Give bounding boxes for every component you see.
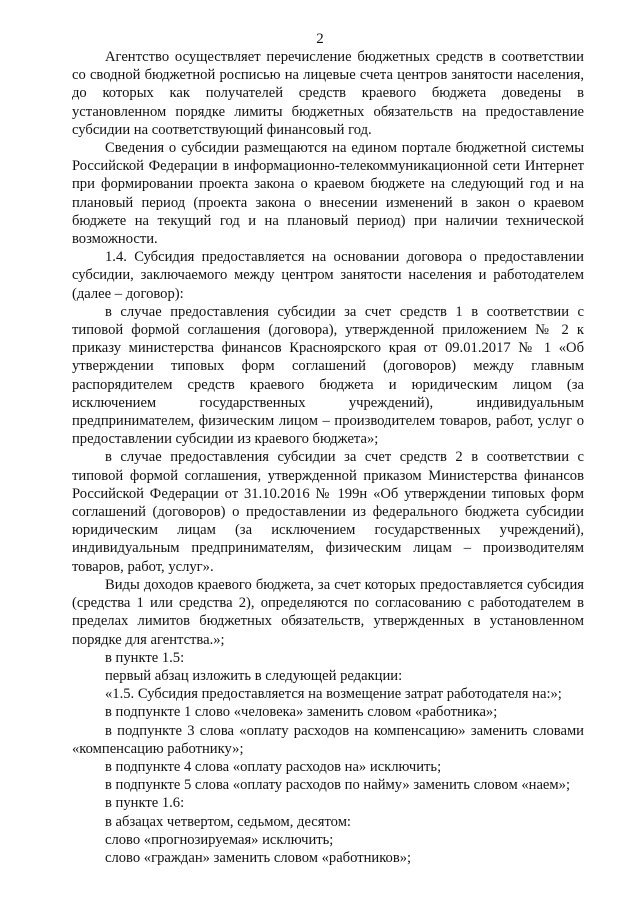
paragraph-subpoint-1: в подпункте 1 слово «человека» заменить словом «работника»; bbox=[105, 704, 498, 721]
paragraph-subpoint-3: в подпункте 3 слова «оплату расходов на компенсацию» заменить словами «компенсацию работнику»; bbox=[72, 722, 584, 757]
paragraph-agency-transfer: Агентство осуществляет перечисление бюджетных средств в соответствии со сводной бюджетной росписью на лицевые счета центров занятости населения, до которых как получателей средств краевого бюджета доведены в установленном порядке лимиты бюджетных обязательств на предоставление субсидии на соответствующий финансовый год. bbox=[72, 49, 584, 138]
paragraph-word-citizens: слово «граждан» заменить словом «работников»; bbox=[105, 849, 412, 866]
paragraph-subpoint-5: в подпункте 5 слова «оплату расходов по найму» заменить словом «наем»; bbox=[105, 777, 570, 794]
paragraph-word-forecast: слово «прогнозируемая» исключить; bbox=[105, 831, 334, 848]
page-number: 2 bbox=[316, 31, 324, 47]
paragraph-funds-2: в случае предоставления субсидии за счет средств 2 в соответствии с типовой формой соглашения, утвержденной приказом Министерства финансов Российской Федерации от 31.10.2016 № 199н «Об утверждении типовых форм соглашений (договоров) о предоставлении из федерального бюджета субсидии юридическим лицам (за исключением государственных учреждений), индивидуальным предпринимателям, физическим лицам – производителям товаров, работ, услуг». bbox=[72, 449, 584, 575]
document-body bbox=[72, 48, 584, 867]
paragraph-point-1-6: в пункте 1.6: bbox=[105, 795, 185, 812]
paragraph-subpoint-4: в подпункте 4 слова «оплату расходов на» исключить; bbox=[105, 758, 442, 775]
paragraph-first-abzac: первый абзац изложить в следующей редакции: bbox=[105, 667, 403, 684]
paragraph-point-1-5: в пункте 1.5: bbox=[105, 649, 185, 666]
paragraph-funds-1: в случае предоставления субсидии за счет средств 1 в соответствии с типовой формой соглашения (договора), утвержденной приложением № 2 к приказу министерства финансов Красноярского края от 09.01.2017 № 1 «Об утверждении типовых форм соглашений (договоров) между главным распорядителем средств краевого бюджета и юридическим лицом (за исключением государственных учреждений), индивидуальным предпринимателем, физическим лицом – производителем товаров, работ, услуг о предоставлении субсидии из краевого бюджета»; bbox=[72, 303, 584, 448]
paragraph-1-4: 1.4. Субсидия предоставляется на основании договора о предоставлении субсидии, заключаемого между центром занятости населения и работодателем (далее – договор): bbox=[72, 249, 584, 302]
paragraph-1-5-text: «1.5. Субсидия предоставляется на возмещение затрат работодателя на:»; bbox=[105, 686, 562, 703]
paragraph-income-types: Виды доходов краевого бюджета, за счет которых предоставляется субсидия (средства 1 или средства 2), определяются по согласованию с работодателем в пределах лимитов бюджетных обязательств, утвержденных в установленном порядке для агентства.»; bbox=[72, 576, 584, 648]
paragraph-abzacs: в абзацах четвертом, седьмом, десятом: bbox=[105, 813, 351, 830]
paragraph-subsidy-info: Сведения о субсидии размещаются на едином портале бюджетной системы Российской Федерации в информационно-телекоммуникационной сети Интернет при формировании проекта закона о краевом бюджете на следующий год и на плановый период (проекта закона о внесении изменений в закон о краевом бюджете на текущий год и на плановый период) при наличии технической возможности. bbox=[72, 140, 584, 248]
